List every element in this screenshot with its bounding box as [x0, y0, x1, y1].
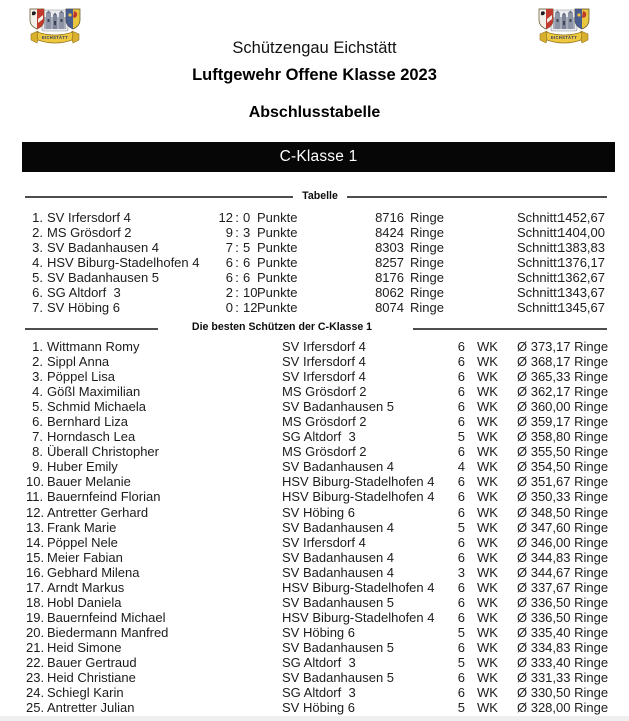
shooter-rank: 18. — [26, 594, 45, 610]
organization-name: Schützengau Eichstätt — [232, 39, 397, 57]
shooter-rank: 9. — [32, 459, 43, 475]
team-row — [26, 210, 606, 225]
average-label: Schnitt: — [517, 225, 561, 241]
shooter-row — [26, 624, 609, 640]
shooter-name: Antretter Gerhard — [47, 504, 149, 520]
team-name: SG Altdorf 3 — [47, 285, 121, 301]
team-average: 1362,67 — [558, 270, 605, 286]
weeks-label: WK — [477, 429, 498, 445]
shooter-row — [26, 639, 609, 655]
weeks-label: WK — [477, 534, 498, 550]
shooter-row — [26, 489, 609, 505]
shooter-team: MS Grösdorf 2 — [282, 384, 367, 400]
weeks-label: WK — [477, 504, 498, 520]
shooter-weeks: 5 — [457, 519, 465, 535]
shooter-team: SG Altdorf 3 — [282, 685, 356, 701]
shooter-rank: 10. — [26, 474, 45, 490]
team-rank: 3. — [32, 240, 43, 256]
team-name: SV Irfersdorf 4 — [47, 210, 131, 225]
shooter-row — [26, 654, 609, 670]
team-row — [26, 270, 606, 285]
shooter-average: Ø 350,33 Ringe — [517, 489, 609, 505]
team-average: 1376,17 — [558, 255, 605, 271]
weeks-label: WK — [477, 594, 498, 610]
shooter-row — [26, 414, 609, 430]
shooter-rank: 3. — [32, 369, 43, 385]
shooter-average: Ø 354,50 Ringe — [517, 459, 609, 475]
shooter-name: Pöppel Lisa — [47, 369, 115, 385]
shooter-rank: 19. — [26, 609, 45, 625]
team-rings: 8303 — [375, 240, 404, 256]
shooter-row — [26, 670, 609, 686]
shooter-average: Ø 373,17 Ringe — [517, 339, 609, 354]
weeks-label: WK — [477, 564, 498, 580]
weeks-label: WK — [477, 624, 498, 640]
shooter-average: Ø 335,40 Ringe — [517, 624, 609, 640]
shooter-team: HSV Biburg-Stadelhofen 4 — [282, 474, 435, 490]
points-lost: 6 — [243, 255, 251, 271]
shooter-average: Ø 368,17 Ringe — [517, 354, 609, 370]
team-rings: 8424 — [375, 225, 404, 241]
shooter-row — [26, 594, 609, 610]
shooter-weeks: 6 — [457, 534, 465, 550]
team-average: 1383,83 — [558, 240, 605, 256]
shooter-average: Ø 344,67 Ringe — [517, 564, 609, 580]
weeks-label: WK — [477, 609, 498, 625]
divider-line — [413, 328, 607, 330]
points-won: 6 — [225, 270, 233, 286]
average-label: Schnitt: — [517, 285, 561, 301]
shooter-weeks: 6 — [457, 339, 465, 354]
team-table-heading: Tabelle — [302, 190, 338, 202]
shooter-row — [26, 459, 609, 475]
team-row — [26, 225, 606, 240]
points-separator: : — [235, 300, 239, 316]
points-lost: 5 — [243, 240, 251, 256]
points-separator: : — [235, 255, 239, 271]
points-lost: 12 — [243, 300, 258, 316]
shooter-weeks: 6 — [457, 414, 465, 430]
shooter-rank: 2. — [32, 354, 43, 370]
shooter-name: Sippl Anna — [47, 354, 110, 370]
points-label: Punkte — [257, 210, 298, 225]
shooter-average: Ø 337,67 Ringe — [517, 579, 609, 595]
team-average: 1345,67 — [558, 300, 605, 316]
shooter-row — [26, 564, 609, 580]
shooter-name: Bauernfeind Florian — [47, 489, 161, 505]
rings-label: Ringe — [410, 270, 444, 286]
team-name: SV Badanhausen 4 — [47, 240, 160, 256]
shooter-rank: 16. — [26, 564, 45, 580]
points-label: Punkte — [257, 285, 298, 301]
points-lost: 3 — [243, 225, 251, 241]
weeks-label: WK — [477, 489, 498, 505]
shooter-average: Ø 359,17 Ringe — [517, 414, 609, 430]
weeks-label: WK — [477, 459, 498, 475]
shooter-team: SV Badanhausen 5 — [282, 670, 395, 686]
rings-label: Ringe — [410, 255, 444, 271]
weeks-label: WK — [477, 369, 498, 385]
shooter-rank: 8. — [32, 444, 43, 460]
shooter-rank: 1. — [32, 339, 43, 354]
shooter-name: Bernhard Liza — [47, 414, 128, 430]
weeks-label: WK — [477, 670, 498, 686]
points-won: 12 — [218, 210, 233, 225]
team-rings: 8176 — [375, 270, 404, 286]
points-label: Punkte — [257, 300, 298, 316]
shooter-team: SV Badanhausen 5 — [282, 594, 395, 610]
rings-label: Ringe — [410, 240, 444, 256]
shooter-weeks: 6 — [457, 369, 465, 385]
shooter-row — [26, 339, 609, 354]
points-won: 2 — [225, 285, 233, 301]
shooter-name: Bauer Melanie — [47, 474, 131, 490]
shooter-row — [26, 534, 609, 550]
shooter-average: Ø 346,00 Ringe — [517, 534, 609, 550]
shooter-average: Ø 336,50 Ringe — [517, 609, 609, 625]
team-average: 1343,67 — [558, 285, 605, 301]
shooter-weeks: 6 — [457, 579, 465, 595]
shooter-average: Ø 348,50 Ringe — [517, 504, 609, 520]
shooter-team: HSV Biburg-Stadelhofen 4 — [282, 489, 435, 505]
shooter-rank: 7. — [32, 429, 43, 445]
shooter-average: Ø 351,67 Ringe — [517, 474, 609, 490]
shooter-average: Ø 365,33 Ringe — [517, 369, 609, 385]
shooter-average: Ø 333,40 Ringe — [517, 654, 609, 670]
weeks-label: WK — [477, 414, 498, 430]
competition-title: Luftgewehr Offene Klasse 2023 — [192, 66, 437, 84]
shooter-name: Bauernfeind Michael — [47, 609, 166, 625]
points-label: Punkte — [257, 270, 298, 286]
points-won: 9 — [225, 225, 233, 241]
class-banner — [22, 142, 615, 172]
shooter-rank: 21. — [26, 639, 45, 655]
team-rank: 5. — [32, 270, 43, 286]
shooter-rank: 5. — [32, 399, 43, 415]
weeks-label: WK — [477, 354, 498, 370]
weeks-label: WK — [477, 579, 498, 595]
shooter-team: SV Höbing 6 — [282, 504, 355, 520]
shooter-team: HSV Biburg-Stadelhofen 4 — [282, 609, 435, 625]
shooter-average: Ø 355,50 Ringe — [517, 444, 609, 460]
class-banner-label: C-Klasse 1 — [279, 148, 358, 165]
shooter-rank: 13. — [26, 519, 45, 535]
shooter-team: SV Irfersdorf 4 — [282, 339, 366, 354]
shooter-name: Arndt Markus — [47, 579, 125, 595]
shooter-name: Heid Christiane — [47, 670, 136, 686]
points-label: Punkte — [257, 255, 298, 271]
shooter-weeks: 6 — [457, 639, 465, 655]
team-rank: 6. — [32, 285, 43, 301]
average-label: Schnitt: — [517, 300, 561, 316]
average-label: Schnitt: — [517, 270, 561, 286]
shooter-name: Gebhard Milena — [47, 564, 140, 580]
shooter-table-heading: Die besten Schützen der C-Klasse 1 — [191, 321, 373, 333]
team-name: SV Höbing 6 — [47, 300, 120, 316]
points-won: 7 — [225, 240, 233, 256]
divider-line — [25, 328, 158, 330]
shooter-team: SV Höbing 6 — [282, 700, 355, 716]
shooter-weeks: 4 — [457, 459, 465, 475]
shooter-rank: 15. — [26, 549, 45, 565]
shooter-average: Ø 331,33 Ringe — [517, 670, 609, 686]
weeks-label: WK — [477, 474, 498, 490]
shooter-weeks: 3 — [457, 564, 465, 580]
shooter-team: SV Irfersdorf 4 — [282, 534, 366, 550]
shooter-row — [26, 685, 609, 701]
shooter-average: Ø 347,60 Ringe — [517, 519, 609, 535]
shooter-weeks: 6 — [457, 399, 465, 415]
shooter-name: Schmid Michaela — [47, 399, 146, 415]
weeks-label: WK — [477, 549, 498, 565]
shooter-row — [26, 384, 609, 400]
team-row — [26, 285, 606, 300]
team-average: 1404,00 — [558, 225, 605, 241]
average-label: Schnitt: — [517, 240, 561, 256]
shooter-weeks: 5 — [457, 624, 465, 640]
weeks-label: WK — [477, 384, 498, 400]
points-won: 0 — [225, 300, 233, 316]
weeks-label: WK — [477, 639, 498, 655]
shooter-name: Gößl Maximilian — [47, 384, 141, 400]
shooter-weeks: 6 — [457, 384, 465, 400]
shooter-team: SV Irfersdorf 4 — [282, 354, 366, 370]
shooter-row — [26, 519, 609, 535]
shooter-team: SG Altdorf 3 — [282, 654, 356, 670]
shooter-row — [26, 504, 609, 520]
shooter-weeks: 6 — [457, 444, 465, 460]
team-row — [26, 255, 606, 270]
shooter-name: Antretter Julian — [47, 700, 135, 716]
shooter-row — [26, 609, 609, 625]
team-row — [26, 240, 606, 255]
shooter-rank: 11. — [26, 489, 44, 505]
shooter-row — [26, 549, 609, 565]
shooter-row — [26, 369, 609, 385]
shooter-rank: 6. — [32, 414, 43, 430]
shooter-row — [26, 399, 609, 415]
shooter-rank: 25. — [26, 700, 45, 716]
shooter-team: MS Grösdorf 2 — [282, 444, 367, 460]
points-lost: 0 — [243, 210, 251, 225]
team-rings: 8074 — [375, 300, 404, 316]
team-rank: 1. — [32, 210, 43, 225]
shooter-row — [26, 444, 609, 460]
team-rank: 2. — [32, 225, 43, 241]
points-separator: : — [235, 270, 239, 286]
shooter-row — [26, 474, 609, 490]
weeks-label: WK — [477, 444, 498, 460]
shooter-team: SV Badanhausen 5 — [282, 399, 395, 415]
shooter-weeks: 5 — [457, 700, 465, 716]
shooter-name: Hobl Daniela — [47, 594, 122, 610]
team-standings-table — [26, 210, 606, 315]
shooter-row — [26, 579, 609, 595]
shooter-name: Pöppel Nele — [47, 534, 118, 550]
points-separator: : — [235, 285, 239, 301]
shooter-weeks: 6 — [457, 504, 465, 520]
team-name: HSV Biburg-Stadelhofen 4 — [47, 255, 200, 271]
shooter-team: MS Grösdorf 2 — [282, 414, 367, 430]
shooter-weeks: 5 — [457, 429, 465, 445]
shooter-team: SV Badanhausen 4 — [282, 459, 395, 475]
weeks-label: WK — [477, 519, 498, 535]
shooter-team: SV Irfersdorf 4 — [282, 369, 366, 385]
team-average: 1452,67 — [558, 210, 605, 225]
shooter-name: Horndasch Lea — [47, 429, 136, 445]
shooter-weeks: 6 — [457, 685, 465, 701]
average-label: Schnitt: — [517, 210, 561, 225]
shooter-weeks: 6 — [457, 474, 465, 490]
points-label: Punkte — [257, 225, 298, 241]
shooter-weeks: 5 — [457, 654, 465, 670]
shooter-name: Überall Christopher — [47, 444, 159, 460]
shooter-team: HSV Biburg-Stadelhofen 4 — [282, 579, 435, 595]
divider-line — [347, 196, 607, 198]
points-separator: : — [235, 210, 239, 225]
shooter-name: Frank Marie — [47, 519, 117, 535]
shooter-average: Ø 360,00 Ringe — [517, 399, 609, 415]
shooter-rank: 20. — [26, 624, 45, 640]
shooter-name: Heid Simone — [47, 639, 122, 655]
shooter-rank: 17. — [26, 579, 45, 595]
shooter-rank: 12. — [26, 504, 45, 520]
points-label: Punkte — [257, 240, 298, 256]
shooter-row — [26, 700, 609, 716]
weeks-label: WK — [477, 685, 498, 701]
document-subtitle: Abschlusstabelle — [248, 104, 381, 121]
shooter-average: Ø 362,17 Ringe — [517, 384, 609, 400]
team-name: MS Grösdorf 2 — [47, 225, 132, 241]
points-won: 6 — [225, 255, 233, 271]
shooter-weeks: 6 — [457, 549, 465, 565]
shooter-name: Wittmann Romy — [47, 339, 140, 354]
team-rank: 7. — [32, 300, 43, 316]
rings-label: Ringe — [410, 300, 444, 316]
shooter-average: Ø 344,83 Ringe — [517, 549, 609, 565]
shooter-average: Ø 336,50 Ringe — [517, 594, 609, 610]
points-lost: 10 — [243, 285, 258, 301]
team-name: SV Badanhausen 5 — [47, 270, 160, 286]
shooter-team: SG Altdorf 3 — [282, 429, 356, 445]
shooter-rank: 23. — [26, 670, 45, 686]
shooter-team: SV Badanhausen 4 — [282, 519, 395, 535]
rings-label: Ringe — [410, 285, 444, 301]
shooter-weeks: 6 — [457, 609, 465, 625]
shooter-average: Ø 358,80 Ringe — [517, 429, 609, 445]
shooter-team: SV Badanhausen 4 — [282, 564, 395, 580]
team-rings: 8716 — [375, 210, 404, 225]
shooter-name: Schiegl Karin — [47, 685, 124, 701]
weeks-label: WK — [477, 700, 498, 716]
shooter-rank: 24. — [26, 685, 45, 701]
shooter-name: Huber Emily — [47, 459, 118, 475]
team-rank: 4. — [32, 255, 43, 271]
weeks-label: WK — [477, 654, 498, 670]
shooter-weeks: 6 — [457, 594, 465, 610]
weeks-label: WK — [477, 399, 498, 415]
shooter-rank: 4. — [32, 384, 43, 400]
shooter-rank: 14. — [26, 534, 45, 550]
shooter-team: SV Badanhausen 4 — [282, 549, 395, 565]
shooter-average: Ø 330,50 Ringe — [517, 685, 609, 701]
shooter-weeks: 6 — [457, 670, 465, 686]
points-separator: : — [235, 225, 239, 241]
points-separator: : — [235, 240, 239, 256]
average-label: Schnitt: — [517, 255, 561, 271]
best-shooters-table — [26, 339, 609, 716]
page-bottom-edge — [0, 716, 629, 721]
points-lost: 6 — [243, 270, 251, 286]
shooter-rank: 22. — [26, 654, 45, 670]
shooter-row — [26, 429, 609, 445]
shooter-name: Meier Fabian — [47, 549, 123, 565]
weeks-label: WK — [477, 339, 498, 354]
rings-label: Ringe — [410, 225, 444, 241]
rings-label: Ringe — [410, 210, 444, 225]
shooter-team: SV Badanhausen 5 — [282, 639, 395, 655]
shooter-average: Ø 334,83 Ringe — [517, 639, 609, 655]
shooter-weeks: 6 — [457, 489, 465, 505]
team-row — [26, 300, 606, 315]
team-rings: 8257 — [375, 255, 404, 271]
team-rings: 8062 — [375, 285, 404, 301]
shooter-weeks: 6 — [457, 354, 465, 370]
shooter-row — [26, 354, 609, 370]
shooter-average: Ø 328,00 Ringe — [517, 700, 609, 716]
shooter-team: SV Höbing 6 — [282, 624, 355, 640]
shooter-name: Biedermann Manfred — [47, 624, 169, 640]
shooter-name: Bauer Gertraud — [47, 654, 137, 670]
